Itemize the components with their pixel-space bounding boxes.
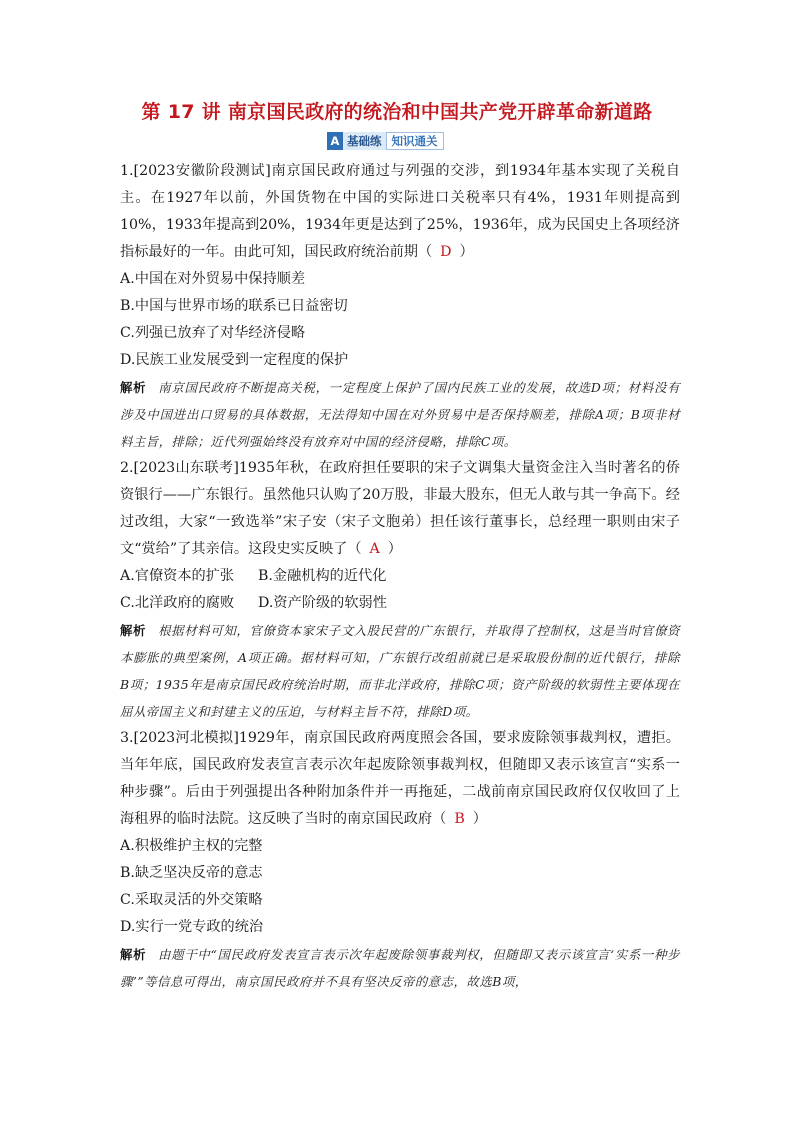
page-title: 第 17 讲 南京国民政府的统治和中国共产党开辟革命新道路 <box>141 101 653 123</box>
option-c: C.采取灵活的外交策略 <box>120 892 263 908</box>
question-2 <box>120 455 680 725</box>
option-b: B.中国与世界市场的联系已日益密切 <box>120 298 348 314</box>
question-stem: 2.[2023山东联考]1935年秋，在政府担任要职的宋子文调集大量资金注入当时著名的侨资银行——广东银行。虽然他只认购了20万股，非最大股东，但无人敢与其一争高下。经过改组，大家“一致选举”宋子安（宋子文胞弟）担任该行董事长，总经理一职则由宋子文“赏给”了其亲信。这段史实反映了（ A ） <box>120 460 680 557</box>
badge-topic: 知识通关 <box>386 132 444 150</box>
option-d: D.民族工业发展受到一定程度的保护 <box>120 352 349 368</box>
answer-key: D <box>440 244 452 260</box>
answer-key: B <box>454 811 465 827</box>
section-badge <box>327 132 444 150</box>
question-stem: 1.[2023安徽阶段测试]南京国民政府通过与列强的交涉，到1934年基本实现了关税自主。在1927年以前，外国货物在中国的实际进口关税率只有4%，1931年则提高到10%，1933年提高到20%，1934年更是达到了25%，1936年，成为民国史上各项经济指标最好的一年。由此可知，国民政府统治前期（ D ） <box>120 163 680 260</box>
option-a: A.中国在对外贸易中保持顺差 <box>120 271 306 287</box>
explanation-label: 解析 <box>120 947 147 962</box>
option-d: D.实行一党专政的统治 <box>120 919 264 935</box>
question-stem: 3.[2023河北模拟]1929年，南京国民政府两度照会各国，要求废除领事裁判权，遭拒。当年年底，国民政府发表宣言表示次年起废除领事裁判权，但随即又表示该宣言“实系一种步骤”。后由于列强提出各种附加条件并一再拖延，二战前南京国民政府仅仅收回了上海租界的临时法院。这反映了当时的南京国民政府（ B ） <box>120 730 680 827</box>
option-a: A.积极维护主权的完整 <box>120 838 263 854</box>
option-row <box>120 563 680 590</box>
option-b: B.缺乏坚决反帝的意志 <box>120 865 263 881</box>
question-1 <box>120 158 680 455</box>
answer-key: A <box>369 541 380 557</box>
option-b: B.金融机构的近代化 <box>258 568 387 584</box>
explanation-label: 解析 <box>120 623 147 638</box>
explanation: 解析 根据材料可知，官僚资本家宋子文入股民营的广东银行，并取得了控制权，这是当时官僚资本膨胀的典型案例，A项正确。据材料可知，广东银行改组前就已是采取股份制的近代银行，排除B项；1935年是南京国民政府统治时期，而非北洋政府，排除C项；资产阶级的软弱性主要体现在屈从帝国主义和封建主义的压迫，与材料主旨不符，排除D项。 <box>120 623 681 719</box>
badge-level: 基础练 <box>343 132 386 150</box>
option-a: A.官僚资本的扩张 <box>120 568 235 584</box>
explanation: 解析 南京国民政府不断提高关税，一定程度上保护了国内民族工业的发展，故选D项；材料没有涉及中国进出口贸易的具体数据，无法得知中国在对外贸易中是否保持顺差，排除A项；B项非材料主旨，排除；近代列强始终没有放弃对中国的经济侵略，排除C项。 <box>120 380 681 449</box>
option-c: C.北洋政府的腐败 <box>120 595 235 611</box>
option-c: C.列强已放弃了对华经济侵略 <box>120 325 306 341</box>
badge-letter: A <box>327 132 343 150</box>
option-row <box>120 590 680 617</box>
explanation-label: 解析 <box>120 380 147 395</box>
question-list <box>120 158 680 995</box>
explanation: 解析 由题干中“国民政府发表宣言表示次年起废除领事裁判权，但随即又表示该宣言‘实系一种步骤’”等信息可得出，南京国民政府并不具有坚决反帝的意志，故选B项， <box>120 947 680 989</box>
question-3 <box>120 725 680 995</box>
option-d: D.资产阶级的软弱性 <box>258 595 387 611</box>
